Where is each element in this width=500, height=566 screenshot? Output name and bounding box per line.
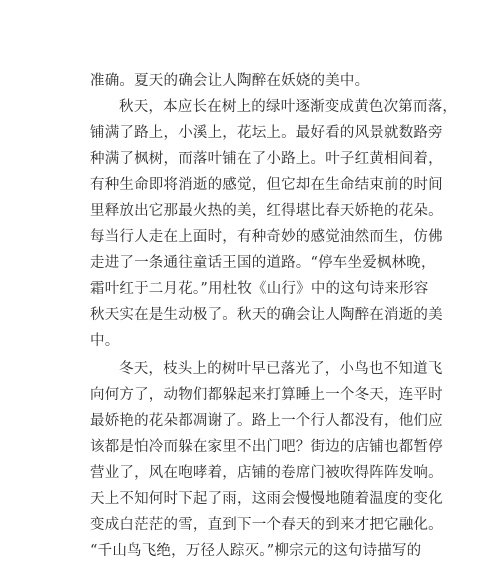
text-line: 霜叶红于二月花。”用杜牧《山行》中的这句诗来形容 (90, 281, 429, 297)
text-line: 天上不知何时下起了雨，这雨会慢慢地随着温度的变化 (90, 491, 443, 507)
text-line: 有种生命即将消逝的感觉，但它却在生命结束前的时间 (90, 177, 443, 193)
text-line: 最娇艳的花朵都凋谢了。路上一个行人都没有，他们应 (90, 413, 443, 429)
text-line: 准确。夏天的确会让人陶醉在妖娆的美中。 (90, 73, 370, 89)
text-line: 走进了一条通往童话王国的道路。“停车坐爱枫林晚， (90, 255, 436, 271)
text-line: 秋天，本应长在树上的绿叶逐渐变成黄色次第而落， (119, 99, 458, 115)
text-line: 秋天实在是生动极了。秋天的确会让人陶醉在消逝的美 (90, 307, 443, 323)
text-line: 中。 (90, 333, 120, 349)
text-line: 该都是怕冷而躲在家里不出门吧？街边的店铺也都暂停 (90, 439, 443, 455)
text-line: 种满了枫树，而落叶铺在了小路上。叶子红黄相间着， (90, 151, 443, 167)
text-line: 变成白茫茫的雪，直到下一个春天的到来才把它融化。 (90, 517, 443, 533)
text-line: 营业了，风在咆哮着，店铺的卷席门被吹得阵阵发响。 (90, 465, 443, 481)
text-line: 每当行人走在上面时，有种奇妙的感觉油然而生，仿佛 (90, 229, 443, 245)
text-line: 里释放出它那最火热的美，红得堪比春天娇艳的花朵。 (90, 203, 443, 219)
text-line: “千山鸟飞绝，万径人踪灭。”柳宗元的这句诗描写的 (90, 543, 422, 559)
text-line: 向何方了，动物们都躲起来打算睡上一个冬天，连平时 (90, 387, 443, 403)
text-line: 冬天，枝头上的树叶早已落光了，小鸟也不知道飞 (119, 361, 443, 377)
text-line: 铺满了路上，小溪上，花坛上。最好看的风景就数路旁 (90, 125, 443, 141)
